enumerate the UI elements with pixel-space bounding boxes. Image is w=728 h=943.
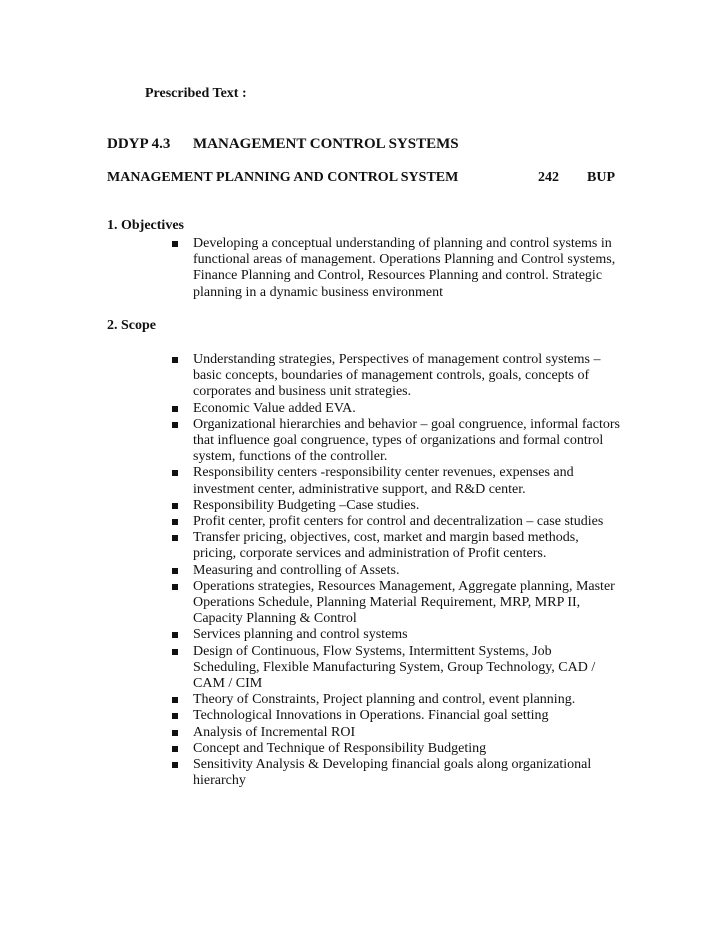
scope-item — [170, 563, 620, 579]
scope-item — [170, 530, 620, 562]
scope-item-text: Transfer pricing, objectives, cost, market and margin based methods, pricing, corporate services and administration of Profit centers. — [193, 530, 579, 562]
scope-item — [170, 417, 620, 466]
square-bullet-icon — [172, 406, 178, 412]
square-bullet-icon — [172, 422, 178, 428]
objective-item-text: Developing a conceptual understanding of planning and control systems in functional areas of management. Operations Planning and Control systems, Finance Planning and Control, Resources Planning and control. Strategic planning in a dynamic business environment — [193, 236, 616, 300]
scope-item-text: Organizational hierarchies and behavior – goal congruence, informal factors that influence goal congruence, types of organizations and formal control system, functions of the controller. — [193, 416, 620, 465]
book-title: MANAGEMENT PLANNING AND CONTROL SYSTEM — [107, 170, 459, 185]
scope-item — [170, 644, 620, 693]
square-bullet-icon — [172, 535, 178, 541]
scope-item — [170, 725, 620, 741]
scope-item-text: Operations strategies, Resources Management, Aggregate planning, Master Operations Schedule, Planning Material Requirement, MRP, MRP II, Capacity Planning & Control — [193, 578, 615, 627]
scope-item — [170, 498, 620, 514]
scope-item-text: Technological Innovations in Operations. Financial goal setting — [193, 708, 549, 724]
scope-item-text: Responsibility centers -responsibility center revenues, expenses and investment center, administrative support, and R&D center. — [193, 465, 574, 497]
objective-item — [170, 236, 620, 301]
square-bullet-icon — [172, 584, 178, 590]
objectives-heading: 1. Objectives — [107, 218, 184, 233]
scope-item — [170, 708, 620, 724]
scope-heading: 2. Scope — [107, 318, 156, 333]
scope-item-text: Responsibility Budgeting –Case studies. — [193, 497, 420, 513]
scope-item — [170, 465, 620, 497]
scope-item-text: Concept and Technique of Responsibility Budgeting — [193, 740, 487, 756]
scope-item — [170, 627, 620, 643]
square-bullet-icon — [172, 649, 178, 655]
square-bullet-icon — [172, 519, 178, 525]
scope-item — [170, 579, 620, 628]
scope-item-text: Sensitivity Analysis & Developing financial goals along organizational hierarchy — [193, 757, 592, 789]
square-bullet-icon — [172, 697, 178, 703]
scope-item — [170, 757, 620, 789]
scope-item-text: Analysis of Incremental ROI — [193, 724, 356, 740]
course-title: MANAGEMENT CONTROL SYSTEMS — [193, 136, 459, 152]
scope-item — [170, 692, 620, 708]
square-bullet-icon — [172, 762, 178, 768]
square-bullet-icon — [172, 503, 178, 509]
scope-item-text: Services planning and control systems — [193, 627, 408, 643]
book-publisher: BUP — [587, 170, 615, 185]
scope-item — [170, 741, 620, 757]
square-bullet-icon — [172, 713, 178, 719]
scope-item-text: Economic Value added EVA. — [193, 400, 356, 416]
prescribed-text-label: Prescribed Text : — [145, 86, 247, 101]
scope-item-text: Theory of Constraints, Project planning and control, event planning. — [193, 692, 576, 708]
scope-item-text: Design of Continuous, Flow Systems, Intermittent Systems, Job Scheduling, Flexible Manufacturing System, Group Technology, CAD / CAM / CIM — [193, 643, 596, 692]
square-bullet-icon — [172, 730, 178, 736]
square-bullet-icon — [172, 568, 178, 574]
square-bullet-icon — [172, 746, 178, 752]
book-number: 242 — [538, 170, 559, 185]
scope-item-text: Profit center, profit centers for control and decentralization – case studies — [193, 514, 604, 530]
scope-list — [170, 352, 620, 789]
scope-item — [170, 514, 620, 530]
scope-item — [170, 401, 620, 417]
scope-item — [170, 352, 620, 401]
square-bullet-icon — [172, 241, 178, 247]
scope-item-text: Measuring and controlling of Assets. — [193, 562, 400, 578]
square-bullet-icon — [172, 470, 178, 476]
square-bullet-icon — [172, 357, 178, 363]
course-code: DDYP 4.3 — [107, 136, 171, 152]
scope-item-text: Understanding strategies, Perspectives of management control systems – basic concepts, boundaries of management controls, goals, concepts of corporates and business unit strategies. — [193, 352, 601, 400]
square-bullet-icon — [172, 632, 178, 638]
objectives-list — [170, 236, 620, 301]
